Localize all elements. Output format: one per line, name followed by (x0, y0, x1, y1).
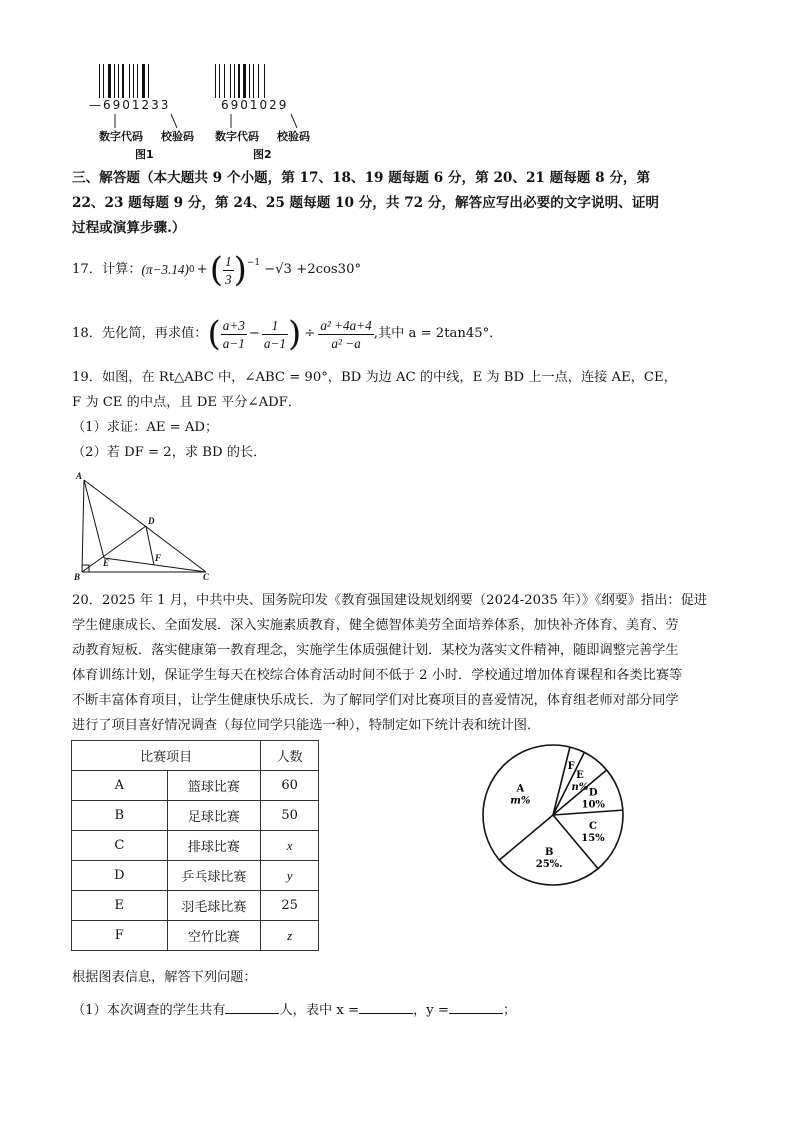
barcode-bar (243, 64, 246, 98)
barcode-bar (215, 64, 216, 98)
pie-value-E: n% (571, 781, 589, 793)
barcode-bar (108, 64, 111, 98)
row-code: A (72, 771, 168, 801)
segment-BD (82, 526, 146, 572)
barcode-bar (129, 64, 130, 98)
question-20-instruction: 根据图表信息，解答下列问题： (72, 970, 257, 985)
question-19-line-2: F 为 CE 的中点，且 DE 平分∠ADF． (72, 395, 302, 410)
row-code: F (72, 921, 168, 951)
barcode-1 (97, 64, 183, 100)
barcode-bar (133, 64, 134, 98)
row-count: 60 (261, 771, 319, 801)
question-19-line-1: 19．如图，在 Rt△ABC 中，∠ABC = 90°，BD 为边 AC 的中线，E 为 BD 上一点，连接 AE，CE， (72, 370, 677, 385)
pie-label-E: E (576, 769, 584, 781)
table-row (72, 891, 319, 921)
barcode-bar (234, 64, 235, 98)
row-code: B (72, 801, 168, 831)
pie-label-F: F (567, 760, 575, 772)
barcode-1-label-check: 校验码 (161, 130, 194, 143)
row-count: 50 (261, 801, 319, 831)
pie-value-D: 10% (581, 799, 605, 811)
table-row (72, 771, 319, 801)
barcode-bar (230, 64, 231, 98)
barcode-bar (253, 64, 254, 98)
barcode-bar (224, 64, 225, 98)
row-count: y (261, 861, 319, 891)
row-code: E (72, 891, 168, 921)
barcode-bar (219, 64, 220, 98)
section-3-line-2: 22、23 题每题 9 分，第 24、25 题每题 10 分，共 72 分，解答应写出必要的文字说明、证明 (72, 195, 659, 211)
barcode-2 (213, 64, 299, 100)
table-row (72, 921, 319, 951)
barcode-bar (238, 64, 240, 98)
section-3-line-1: 三、解答题（本大题共 9 个小题，第 17、18、19 题每题 6 分，第 20、21 题每题 8 分，第 (72, 170, 651, 186)
pie-label-B: B (544, 847, 554, 859)
barcode-bar (118, 64, 119, 98)
label-C: C (203, 572, 210, 582)
question-20-line-6: 进行了项目喜好情况调查（每位同学只能选一种），特制定如下统计表和统计图． (72, 718, 541, 733)
row-name: 足球比赛 (167, 801, 261, 831)
barcode-2-digits: 6901029 (221, 98, 289, 112)
row-count: z (261, 921, 319, 951)
label-F: F (155, 553, 162, 563)
pie-value-B: 25%. (535, 859, 563, 871)
triangle-figure (70, 470, 220, 585)
figure-1-caption: 图1 (135, 148, 154, 161)
table-row (72, 831, 319, 861)
pie-label-C: C (588, 820, 597, 832)
row-name: 羽毛球比赛 (167, 891, 261, 921)
table-row (72, 861, 319, 891)
barcode-bar (142, 64, 145, 98)
section-3-line-3: 过程或演算步骤.） (72, 220, 186, 236)
row-name: 空竹比赛 (167, 921, 261, 951)
label-D: D (148, 516, 155, 526)
row-code: D (72, 861, 168, 891)
barcode-bar (122, 64, 124, 98)
row-name: 乒乓球比赛 (167, 861, 261, 891)
barcode-bar (258, 64, 259, 98)
barcode-bar (103, 64, 104, 98)
barcode-figures (85, 60, 335, 165)
barcode-1-digits: —6901233 (89, 98, 171, 112)
answer-blank-x[interactable] (359, 999, 413, 1014)
row-name: 排球比赛 (167, 831, 261, 861)
segment-AE (84, 480, 104, 558)
barcode-bar (137, 64, 138, 98)
answer-blank-total[interactable] (225, 999, 279, 1014)
question-20-line-5: 不断丰富体育项目，让学生健康快乐成长．为了解同学们对比赛项目的喜爱情况，体育组老师对部分同学 (72, 693, 679, 708)
question-19-part-2: （2）若 DF = 2，求 BD 的长． (72, 445, 267, 460)
question-20-line-4: 体育训练计划，保证学生每天在校综合体育活动时间不低于 2 小时．学校通过增加体育课程和各类比赛等 (72, 668, 683, 683)
barcode-bar (264, 64, 265, 98)
pie-label-D: D (588, 787, 598, 799)
question-18: 18．先化简，再求值： ( $\frac{a+3}{a-1}$ − $\frac{1}{a-1}$ ) ÷ $\frac{\text{a² +4a+4}}{\text{a² −a}}$ ,其中 a = 2tan45°． (72, 314, 503, 354)
row-code: C (72, 831, 168, 861)
pie-value-A: m% (510, 795, 531, 807)
question-20-line-2: 学生健康成长、全面发展．深入实施素质教育，健全德智体美劳全面培养体系，加快补齐体育、美育、劳 (72, 618, 679, 633)
question-20-line-3: 动教育短板．落实健康第一教育理念，实施学生体质强健计划．某校为落实文件精神，随即调整完善学生 (72, 643, 679, 658)
barcode-bar (114, 64, 115, 98)
row-count: 25 (261, 891, 319, 921)
pie-chart (478, 740, 628, 890)
segment-AB (82, 480, 84, 572)
table-header-count: 人数 (261, 741, 319, 771)
row-count: x (261, 831, 319, 861)
figure-2-caption: 图2 (253, 148, 272, 161)
barcode-1-label-digits: 数字代码 (99, 130, 143, 143)
barcode-2-label-check: 校验码 (277, 130, 310, 143)
question-20-line-1: 20．2025 年 1 月，中共中央、国务院印发《教育强国建设规划纲要（2024-2035 年）》《纲要》指出：促进 (72, 593, 707, 608)
barcode-bar (148, 64, 149, 98)
table-header-row (72, 741, 319, 771)
pie-value-C: 15% (581, 832, 605, 844)
statistics-table (71, 740, 319, 951)
question-19-part-1: （1）求证：AE = AD； (72, 420, 219, 435)
question-17: 17．计算： (π−3.14) 0 + ( $\frac{1}{3}$ ) $^{-1}$ −√3 +2cos30° (72, 250, 362, 290)
barcode-2-label-digits: 数字代码 (215, 130, 259, 143)
label-E: E (103, 558, 110, 568)
pie-label-A: A (516, 783, 525, 795)
barcode-bar (249, 64, 250, 98)
barcode-bar (99, 64, 100, 98)
question-20-part-1: （1）本次调查的学生共有 人，表中 x = ，y = ； (72, 999, 516, 1022)
table-row (72, 801, 319, 831)
label-B: B (74, 572, 81, 582)
answer-blank-y[interactable] (449, 999, 503, 1014)
table-header-item: 比赛项目 (72, 741, 261, 771)
label-A: A (76, 471, 83, 481)
row-name: 篮球比赛 (167, 771, 261, 801)
